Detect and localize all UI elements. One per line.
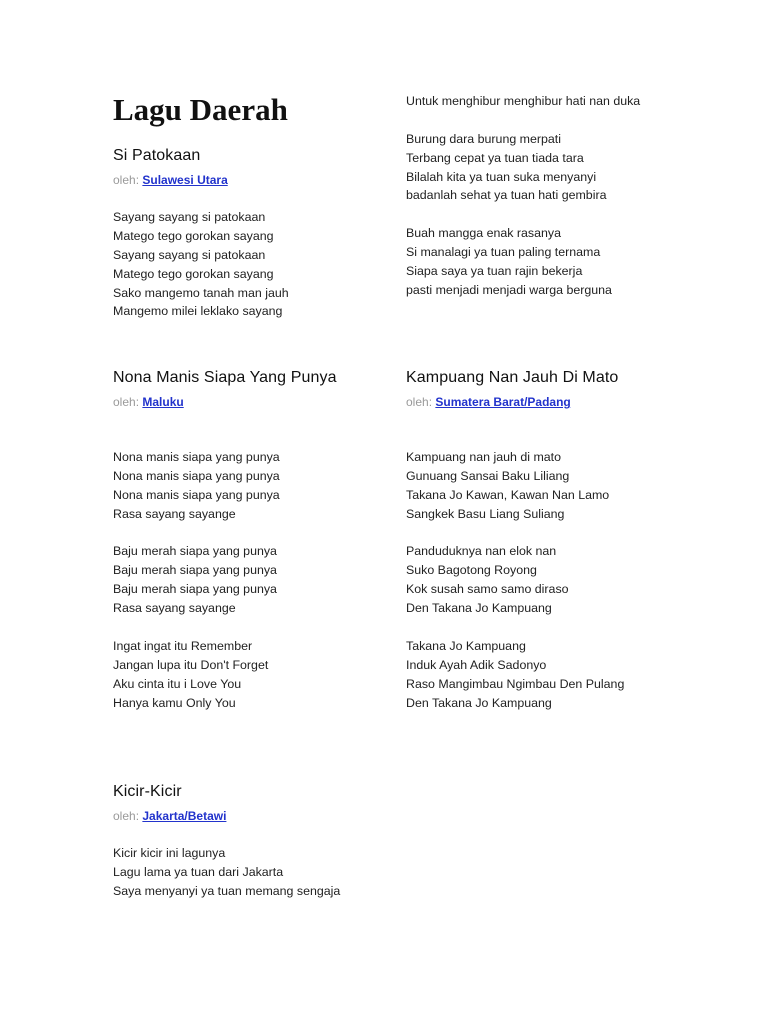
stanza-gap (406, 205, 706, 224)
lyric-line: Sako mangemo tanah man jauh (113, 285, 289, 300)
lyric-line: Raso Mangimbau Ngimbau Den Pulang (406, 676, 625, 691)
song-title: Nona Manis Siapa Yang Punya (113, 369, 337, 386)
song-title: Kicir-Kicir (113, 783, 182, 800)
song-continuation (406, 92, 706, 300)
lyric-line: Sangkek Basu Liang Suliang (406, 506, 565, 521)
region-link[interactable]: Sulawesi Utara (142, 173, 228, 187)
lyric-line: Aku cinta itu i Love You (113, 676, 242, 691)
lyric-line: Takana Jo Kampuang (406, 638, 526, 653)
lyric-line: Induk Ayah Adik Sadonyo (406, 657, 547, 672)
lyric-line: Kampuang nan jauh di mato (406, 450, 561, 464)
region-link[interactable]: Jakarta/Betawi (142, 809, 227, 823)
lyric-line: Mangemo milei leklako sayang (113, 304, 283, 319)
lyric-line: Matego tego gorokan sayang (113, 228, 274, 243)
lyrics (113, 448, 413, 712)
lyric-line: Kok susah samo samo diraso (406, 582, 569, 597)
lyric-line: Kicir kicir ini lagunya (113, 846, 226, 860)
stanza-gap (113, 524, 413, 543)
lyric-line: Suko Bagotong Royong (406, 563, 537, 578)
lyric-line: badanlah sehat ya tuan hati gembira (406, 188, 607, 203)
lyric-line: Takana Jo Kawan, Kawan Nan Lamo (406, 487, 610, 502)
song-kicir-kicir (113, 782, 413, 901)
lyric-line: Panduduknya nan elok nan (406, 544, 557, 559)
lyrics (406, 448, 706, 712)
credit-prefix: oleh: (113, 395, 140, 409)
lyric-line: Buah mangga enak rasanya (406, 226, 561, 241)
region-link[interactable]: Sumatera Barat/Padang (435, 395, 571, 409)
lyric-line: Baju merah siapa yang punya (113, 582, 277, 597)
lyric-line: Saya menyanyi ya tuan memang sengaja (113, 883, 341, 898)
lyric-line: Rasa sayang sayange (113, 601, 236, 616)
lyric-line: Den Takana Jo Kampuang (406, 601, 552, 616)
credit-prefix: oleh: (406, 395, 433, 409)
lyric-line: Hanya kamu Only You (113, 695, 236, 710)
lyrics (406, 92, 706, 300)
lyric-line: Baju merah siapa yang punya (113, 544, 277, 559)
credit-prefix: oleh: (113, 809, 140, 823)
lyric-line: Ingat ingat itu Remember (113, 638, 253, 653)
lyric-line: pasti menjadi menjadi warga berguna (406, 282, 612, 297)
lyric-line: Nona manis siapa yang punya (113, 468, 280, 483)
lyric-line: Gunuang Sansai Baku Liliang (406, 468, 570, 483)
lyric-line: Untuk menghibur menghibur hati nan duka (406, 94, 641, 108)
lyric-line: Sayang sayang si patokaan (113, 247, 266, 262)
stanza-gap (406, 111, 706, 130)
lyric-line: Baju merah siapa yang punya (113, 563, 277, 578)
lyrics (113, 844, 413, 901)
lyric-line: Den Takana Jo Kampuang (406, 695, 552, 710)
lyric-line: Si manalagi ya tuan paling ternama (406, 245, 601, 260)
lyric-line: Bilalah kita ya tuan suka menyanyi (406, 169, 597, 184)
song-credit (113, 172, 413, 188)
lyric-line: Matego tego gorokan sayang (113, 266, 274, 281)
song-kampuang (406, 368, 706, 712)
song-credit (406, 394, 706, 410)
lyric-line: Rasa sayang sayange (113, 506, 236, 521)
song-title: Si Patokaan (113, 147, 201, 164)
lyric-line: Nona manis siapa yang punya (113, 450, 280, 464)
lyrics (113, 208, 413, 321)
song-credit (113, 808, 413, 824)
lyric-line: Jangan lupa itu Don't Forget (113, 657, 269, 672)
lyric-line: Terbang cepat ya tuan tiada tara (406, 150, 584, 165)
song-nona-manis (113, 368, 413, 712)
page-title: Lagu Daerah (113, 92, 288, 127)
region-link[interactable]: Maluku (142, 395, 184, 409)
stanza-gap (406, 618, 706, 637)
lyric-line: Nona manis siapa yang punya (113, 487, 280, 502)
lyric-line: Siapa saya ya tuan rajin bekerja (406, 264, 583, 279)
credit-prefix: oleh: (113, 173, 140, 187)
song-si-patokaan (113, 146, 413, 321)
song-title: Kampuang Nan Jauh Di Mato (406, 369, 619, 386)
stanza-gap (113, 618, 413, 637)
lyric-line: Burung dara burung merpati (406, 131, 561, 146)
stanza-gap (406, 524, 706, 543)
song-credit (113, 394, 413, 410)
lyric-line: Sayang sayang si patokaan (113, 210, 266, 224)
lyric-line: Lagu lama ya tuan dari Jakarta (113, 864, 284, 879)
